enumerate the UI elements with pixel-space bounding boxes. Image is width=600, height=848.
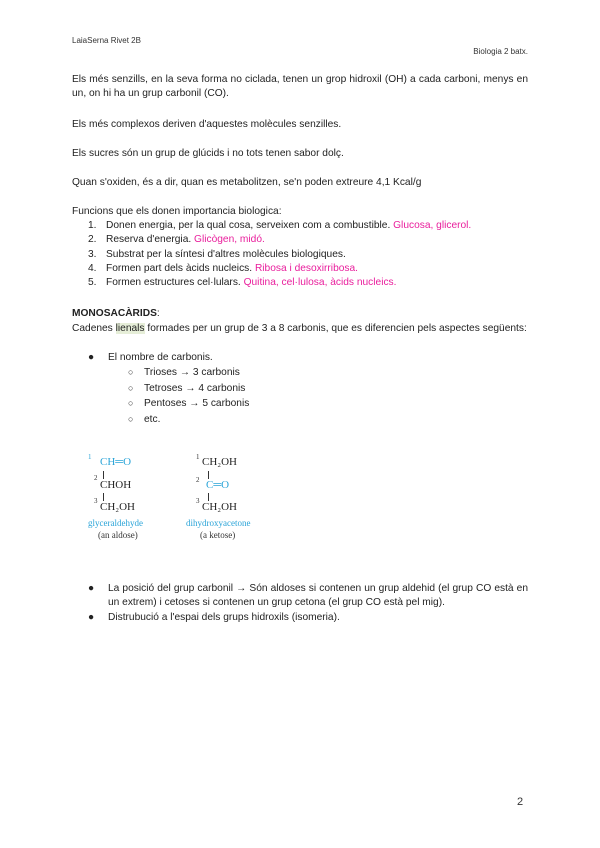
paragraph-taste: Els sucres són un grup de glúcids i no tots tenen sabor dolç. [72,148,344,159]
functions-list [88,219,471,290]
list-item: 2. Reserva d'energia. Glicògen, midó. [88,234,265,246]
monosaccharides-heading: MONOSACÀRIDS: [72,308,160,319]
list-item: ○ Trioses → 3 carbonis [128,367,240,378]
page-number: 2 [517,796,524,808]
list-item: 4. Formen part dels àcids nucleics. Ribosa i desoxirribosa. [88,262,358,274]
list-item: 1. Donen energia, per la qual cosa, serveixen com a combustible. Glucosa, glicerol. [88,220,472,231]
ketose-structure: 1 CH₂OH 2 C═O 3 CH₂OH dihydroxyacetone (a ketose) [186,453,251,540]
list-item: ○ Pentoses → 5 carbonis [128,398,250,410]
monosaccharides-description: Cadenes lienals formades per un grup de 3 a 8 carbonis, que es diferencien pels aspectes següents: [72,323,527,334]
paragraph-energy: Quan s'oxiden, és a dir, quan es metabolitzen, se'n poden extreure 4,1 Kcal/g [72,177,422,188]
paragraph-complex-sugars: Els més complexos deriven d'aquestes molècules senzilles. [72,119,342,130]
carbon-sublist [128,365,249,427]
header-author: LaiaSerna Rivet 2B [72,36,141,45]
aldose-structure: 1 CH═O 2 CHOH 3 CH₂OH glyceraldehyde (an aldose) [88,453,143,540]
triose-structures-figure [88,452,298,552]
bullet-isomery: ● Distrubució a l'espai dels grups hidroxils (isomeria). [88,612,340,623]
list-item: 3. Substrat per la síntesi d'altres molècules biologiques. [88,248,346,260]
bullet-carbonyl-position: ● La posició del grup carbonil → Són aldoses si contenen un grup aldehid (el grup CO està en un extrem) i cetoses si contenen un grup cetona (el grup CO està pel mig). [88,583,528,609]
list-item: ○ etc. [128,413,161,425]
bullet-carbon-number: ● El nombre de carbonis. [88,352,213,363]
paragraph-simple-sugars: Els més senzills, en la seva forma no ciclada, tenen un grop hidroxil (OH) a cada carboni, menys en un, on hi ha un grup carbonil (CO). [72,74,528,99]
list-item: 5. Formen estructures cel·lulars. Quitina, cel·lulosa, àcids nucleics. [88,277,397,289]
header-subject: Biologia 2 batx. [473,47,528,56]
list-item: ○ Tetroses → 4 carbonis [128,382,246,394]
functions-intro: Funcions que els donen importancia biologica: [72,206,282,217]
